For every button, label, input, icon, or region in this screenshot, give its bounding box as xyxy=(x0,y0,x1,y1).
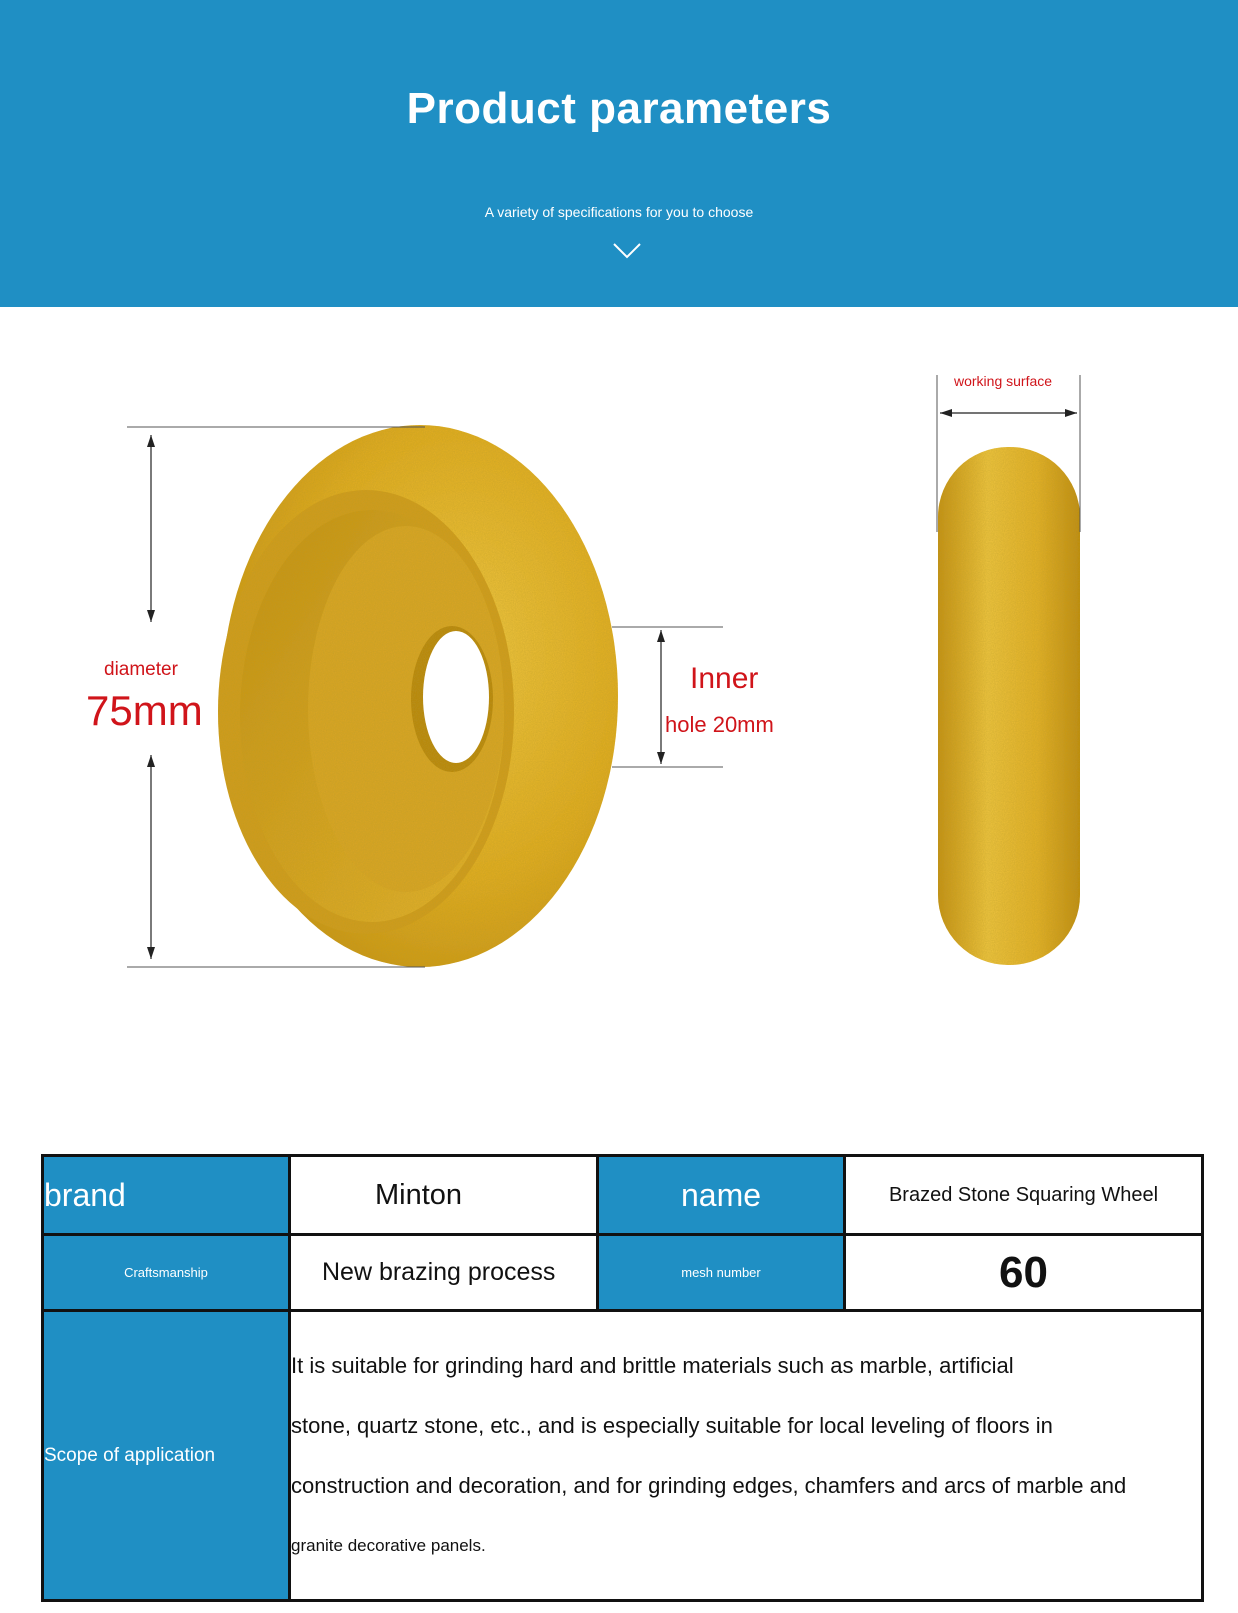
page-title: Product parameters xyxy=(406,84,832,133)
inner-value: hole 20mm xyxy=(665,712,774,737)
diameter-label: diameter xyxy=(104,659,178,680)
wheel-side-view xyxy=(938,447,1080,965)
scope-line: stone, quartz stone, etc., and is especially suitable for local leveling of floors in xyxy=(291,1412,1053,1438)
mesh-label: mesh number xyxy=(598,1235,845,1311)
wheel-front-view xyxy=(218,425,618,967)
table-row xyxy=(43,1311,1203,1601)
product-figure xyxy=(0,307,1238,1097)
brand-value: Minton xyxy=(290,1156,598,1235)
chevron-down-icon xyxy=(612,242,642,260)
mesh-value: 60 xyxy=(845,1235,1203,1311)
scope-line: granite decorative panels. xyxy=(291,1535,486,1555)
name-value: Brazed Stone Squaring Wheel xyxy=(845,1156,1203,1235)
page-subtitle: A variety of specifications for you to choose xyxy=(484,204,754,220)
scope-line: construction and decoration, and for grinding edges, chamfers and arcs of marble and xyxy=(291,1472,1127,1498)
table-row xyxy=(43,1156,1203,1235)
header-banner xyxy=(0,0,1238,307)
working-surface-label: working surface xyxy=(954,373,1053,389)
scope-label: Scope of application xyxy=(43,1311,290,1601)
table-row xyxy=(43,1235,1203,1311)
scope-line: It is suitable for grinding hard and brittle materials such as marble, artificial xyxy=(291,1352,1014,1378)
diameter-value: 75mm xyxy=(86,687,203,734)
name-label: name xyxy=(598,1156,845,1235)
inner-label: Inner xyxy=(690,662,759,695)
spec-table xyxy=(41,1154,1204,1602)
brand-label: brand xyxy=(43,1156,290,1235)
scope-description xyxy=(290,1311,1203,1601)
craftsmanship-value: New brazing process xyxy=(290,1235,598,1311)
craftsmanship-label: Craftsmanship xyxy=(43,1235,290,1311)
